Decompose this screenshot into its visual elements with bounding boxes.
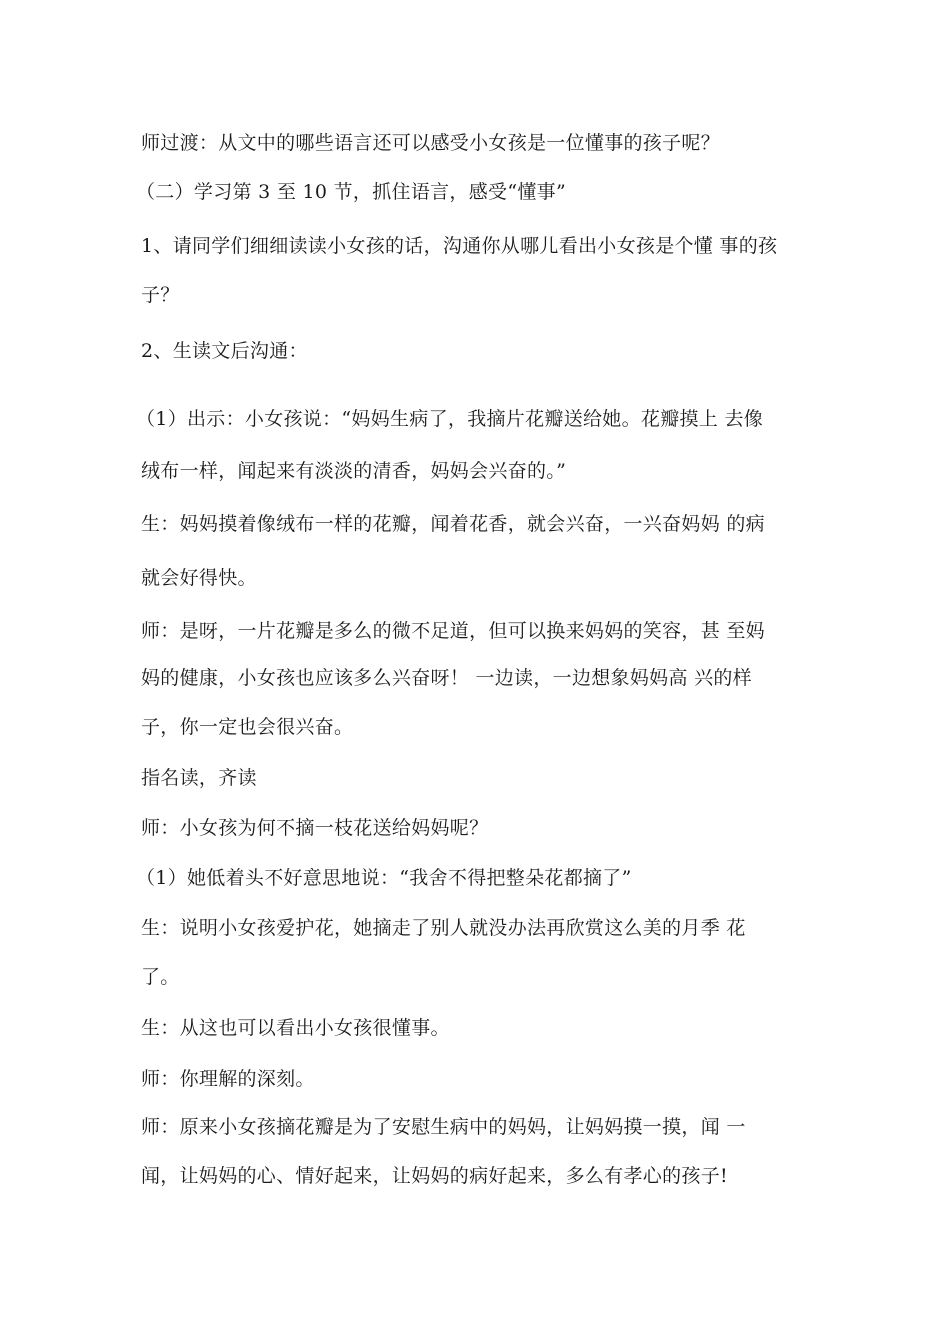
section-heading: （二）学习第 3 至 10 节，抓住语言，感受“懂事”: [136, 181, 566, 203]
paragraph-line: 闻，让妈妈的心、情好起来，让妈妈的病好起来，多么有孝心的孩子!: [141, 1165, 728, 1187]
paragraph-line: 就会好得快。: [141, 567, 257, 589]
paragraph-line: 师：你理解的深刻。: [141, 1068, 315, 1090]
paragraph-line: （1）出示：小女孩说：“妈妈生病了，我摘片花瓣送给她。花瓣摸上 去像: [136, 408, 764, 430]
paragraph-line: 妈的健康，小女孩也应该多么兴奋呀！ 一边读，一边想象妈妈高 兴的样: [141, 667, 752, 689]
paragraph-line: 子，你一定也会很兴奋。: [141, 716, 354, 738]
paragraph-line: 生：说明小女孩爱护花，她摘走了别人就没办法再欣赏这么美的月季 花: [141, 917, 746, 939]
paragraph-line: 师：是呀，一片花瓣是多么的微不足道，但可以换来妈妈的笑容，甚 至妈: [141, 620, 765, 642]
paragraph-line: 师：原来小女孩摘花瓣是为了安慰生病中的妈妈，让妈妈摸一摸，闻 一: [141, 1116, 746, 1138]
paragraph-line: （1）她低着头不好意思地说：“我舍不得把整朵花都摘了”: [136, 867, 632, 889]
paragraph-line: 生：妈妈摸着像绒布一样的花瓣，闻着花香，就会兴奋，一兴奋妈妈 的病: [141, 513, 765, 535]
paragraph-line: 生：从这也可以看出小女孩很懂事。: [141, 1017, 450, 1039]
paragraph-line: 子？: [141, 284, 180, 306]
paragraph-line: 指名读，齐读: [141, 767, 257, 789]
paragraph-line: 2、生读文后沟通：: [141, 340, 308, 362]
paragraph-line: 了。: [141, 966, 180, 988]
paragraph-line: 师：小女孩为何不摘一枝花送给妈妈呢？: [141, 817, 489, 839]
paragraph-line: 师过渡：从文中的哪些语言还可以感受小女孩是一位懂事的孩子呢？: [141, 132, 721, 154]
paragraph-line: 绒布一样，闻起来有淡淡的清香，妈妈会兴奋的。”: [141, 460, 567, 482]
paragraph-line: 1、请同学们细细读读小女孩的话，沟通你从哪儿看出小女孩是个懂 事的孩: [141, 235, 778, 257]
